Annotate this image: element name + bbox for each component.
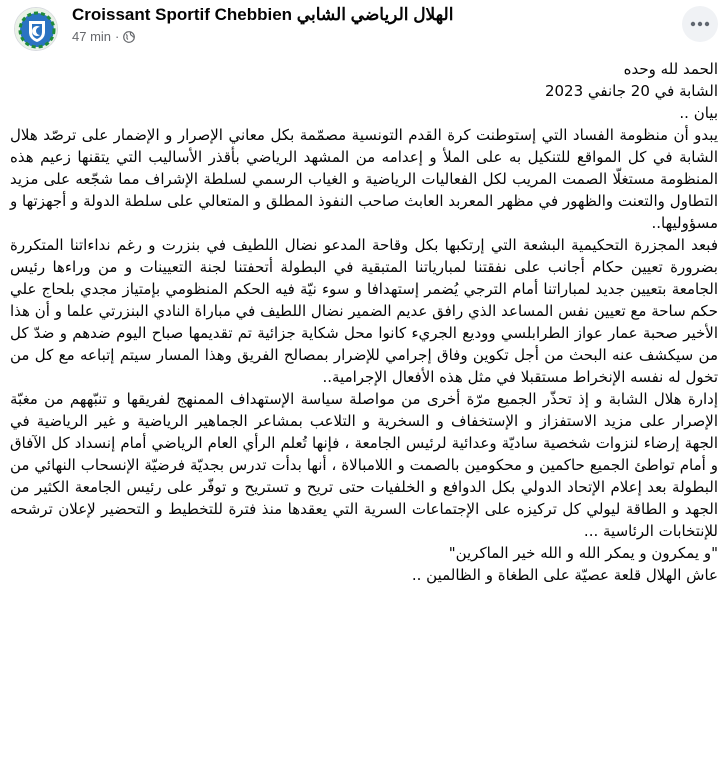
separator-dot: · [115,29,120,44]
post-time[interactable]: 47 min [72,29,112,44]
post-body [10,58,718,586]
more-options-button[interactable] [682,6,718,42]
closing-line: عاش الهلال قلعة عصيّة على الطغاة و الظالمين .. [411,566,718,584]
club-logo-icon [15,8,58,51]
post-header [0,0,728,58]
date-line: الشابة في 20 جانفي 2023 [544,82,718,100]
paragraph-3: إدارة هلال الشابة و إذ تحذّر الجميع مرّة أخرى من مواصلة سياسة الإستهداف الممنهج لفريقها و تنبّههم من مغبّة الإصرار على مزيد الاستفزاز و الإستخفاف و السخرية و التلاعب بمشاعر الجماهير الرياضية و غير الرياضية في الجهة إرضاء لنزوات شخصية ساديّة وعدائية لرئيس الجامعة ، فإنها تُعلم الرأي العام الرياضي أمام إنسداد كل الآفاق و أمام تواطئ الجميع حاكمين و محكومين بالصمت و اللامبالاة ، أنها بدأت تدرس بجديّة فرضيّة الإنسحاب النهائي من البطولة بعد إعلام الإتحاد الدولي بكل الدوافع و الخلفيات حتى تريح و تستريح و توفّر على رئيس الجامعة الكثير من الجهد و الطاقة ليولي كل تركيزه على الإجتماعات السرية التي يعقدها منذ فترة للتخطيط و التحضير لإعلان ترشحه للإنتخابات الرئاسية ... [10,390,718,540]
quran-quote: "و يمكرون و يمكر الله و الله خير الماكرين" [448,544,718,562]
globe-icon[interactable] [123,31,135,46]
greeting-line: الحمد لله وحده [623,60,718,78]
post-meta [72,29,135,46]
avatar[interactable] [14,7,58,51]
ellipsis-icon [690,21,710,27]
paragraph-2: فبعد المجزرة التحكيمية البشعة التي إرتكبها بكل وقاحة المدعو نضال اللطيف في بنزرت و رغم نداءاتنا المتكررة بضرورة تعيين حكام أجانب على نفقتنا لمبارياتنا المتبقية في البطولة أتحفتنا لجنة التعيينات و من وراءها رئيس الجامعة بتعيين جديد لمباراتنا أمام الترجي يُضمر إستهدافا و سوء نيّة فيه الحكم المنظومي بإمتياز مجدي بلحاج علي حكم ساحة مع تعيين نفس المساعد الذي رافق عديم الضمير نضال اللطيف في مباراة النادي البنزرتي علما و أن هذا الأخير صحبة عمار عواز الطرابلسي ووديع الجريء كانوا محل شكاية جزائية تم تقديمها صباح اليوم ضدهم و ضدّ كل من سيكشف عنه البحث من أجل تكوين وفاق إجرامي للإضرار بمصالح الفريق وهذا المسار سيتم إتباعه مع كل من تخول له نفسه الإنخراط مستقبلا في مثل هذه الأفعال الإجرامية.. [10,236,718,386]
statement-heading: بيان .. [679,104,718,122]
page-name[interactable]: Croissant Sportif Chebbien الهلال الرياضي الشابي [72,5,454,24]
paragraph-1: يبدو أن منظومة الفساد التي إستوطنت كرة القدم التونسية مصمّمة بكل معاني الإصرار و الإضمار على ترصّد هلال الشابة في كل المواقع للتنكيل به على الملأ و إعدامه من المشهد الرياضي بأقذر الأساليب التي يتقنها زعيم هذه المنظومة مستغلّا الصمت المريب لكل الفعاليات الرياضية و الغياب الرسمي لسلطة الإشراف مما شجّعه على مزيد التطاول والتعنت والظهور في مظهر المعربد العابث صاحب النفوذ المطلق و المتعالي على سلطة الدولة و أجهزتها و مسؤوليها.. [10,126,718,232]
